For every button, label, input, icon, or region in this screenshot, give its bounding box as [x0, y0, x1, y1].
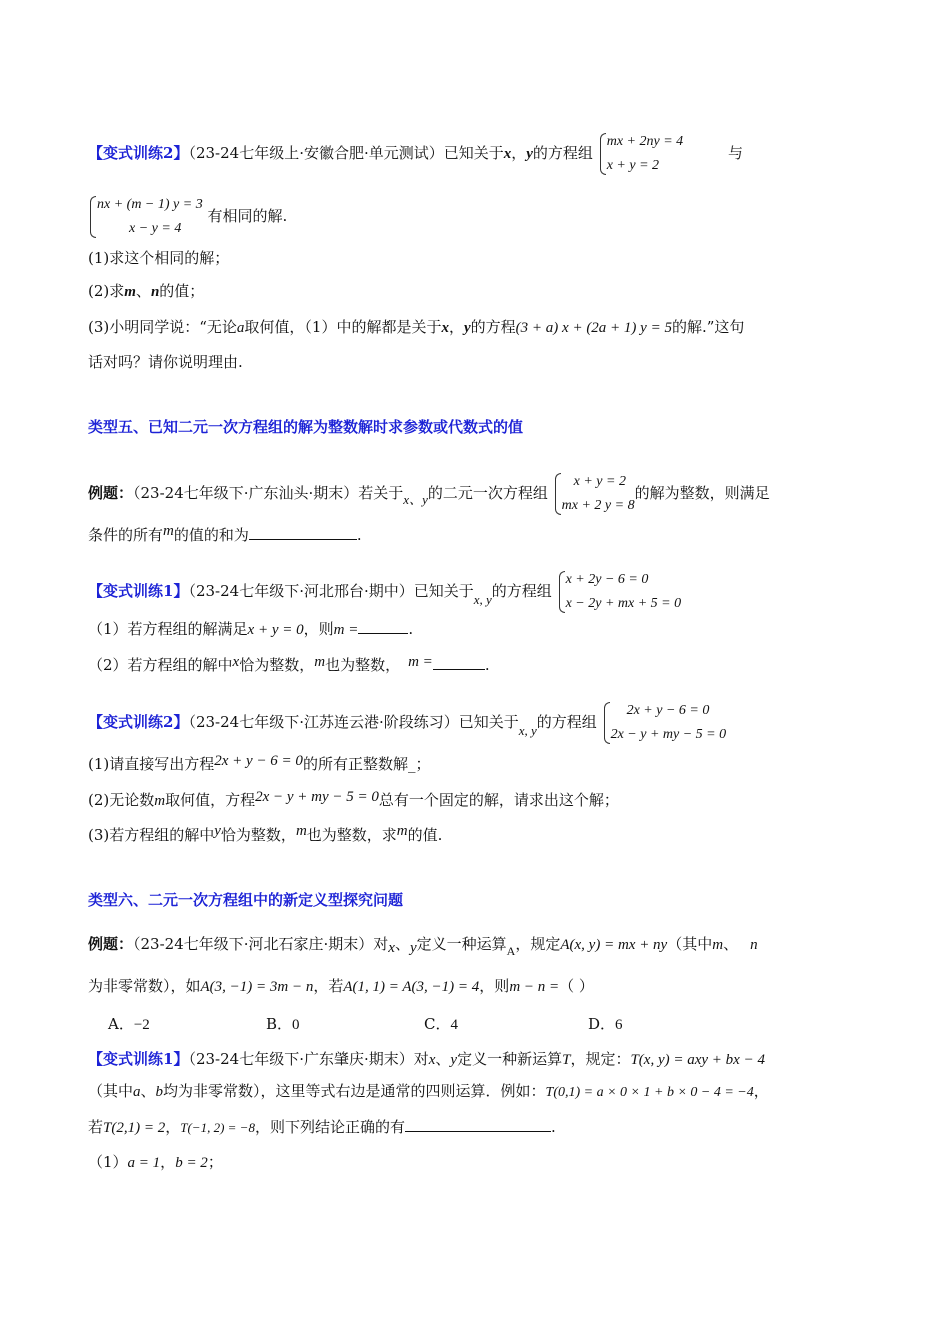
var-m: m — [314, 654, 326, 670]
t: ， — [448, 318, 464, 336]
t: (3)若方程组的解中 — [88, 826, 215, 844]
choice-value: −2 — [133, 1017, 150, 1033]
var-m: m — [712, 937, 724, 953]
t51-label: 【变式训练1】 — [88, 582, 189, 600]
t: 的值； — [159, 282, 205, 300]
t: 、 — [135, 282, 151, 300]
var-x: x — [428, 1052, 436, 1068]
t61-line3 — [88, 1115, 862, 1139]
t: （其中 — [88, 1082, 134, 1100]
t: . — [484, 656, 490, 674]
choice-value: 0 — [292, 1017, 300, 1033]
t: 的值. — [407, 826, 443, 844]
s1-intro: （23-24七年级上·安徽合肥·单元测试）已知关于 — [188, 144, 504, 162]
eq: x + y = 2 — [606, 158, 660, 173]
t52-q2 — [88, 786, 862, 812]
s1-q1: (1)求这个相同的解； — [88, 249, 230, 267]
t: 定义一种运算 — [416, 935, 507, 953]
sep: ， — [511, 144, 527, 162]
t: 、 — [435, 1050, 451, 1068]
var-m: m — [163, 523, 174, 539]
t: 的方程组 — [491, 582, 552, 600]
choice-b[interactable] — [266, 1013, 424, 1036]
vars: x, y — [518, 723, 537, 738]
t: 、 — [394, 935, 410, 953]
answer-blank[interactable] — [358, 617, 408, 634]
choice-value: 6 — [615, 1017, 623, 1033]
equation-system-ex5 — [553, 470, 635, 518]
var-y: y — [450, 1052, 458, 1068]
choice-key: C． — [424, 1015, 451, 1033]
equation: x + y = 0 — [247, 622, 304, 638]
t: ，则 — [479, 977, 510, 995]
t: （1） — [88, 1153, 128, 1171]
t: 也为整数，求 — [306, 826, 397, 844]
var-x: x — [388, 940, 395, 956]
t: 总有一个固定的解，请求出这个解； — [378, 791, 619, 809]
t: （23-24七年级下·河北石家庄·期末）对 — [133, 935, 389, 953]
var-y: y — [463, 320, 471, 336]
equation: T(−1, 2) = −8 — [180, 1120, 255, 1135]
t: 的二元一次方程组 — [427, 484, 548, 502]
var-x: x — [232, 654, 240, 670]
t: 的解为整数，则满足 — [634, 484, 770, 502]
op-t: T — [562, 1052, 571, 1068]
t: 为非零常数），如 — [88, 977, 201, 995]
t: ，规定： — [570, 1050, 631, 1068]
equation: b = 2 — [175, 1155, 208, 1171]
t: (1)请直接写出方程 — [88, 755, 215, 773]
choice-a[interactable] — [108, 1013, 266, 1036]
t: （23-24七年级下·河北邢台·期中）已知关于 — [188, 582, 474, 600]
s1-line1 — [88, 130, 862, 178]
t: 若 — [88, 1118, 104, 1136]
answer-blank[interactable] — [433, 653, 485, 670]
var-n: n — [150, 284, 160, 300]
t: （2）若方程组的解中 — [88, 656, 233, 674]
eq: x − 2y + mx + 5 = 0 — [565, 596, 682, 611]
equation-system-b — [88, 193, 203, 241]
t: m = — [333, 622, 359, 638]
var-y: y — [409, 940, 417, 956]
t: (2)无论数 — [88, 791, 155, 809]
t: ， — [165, 1118, 181, 1136]
section-heading-6: 类型六、二元一次方程组中的新定义型探究问题 — [88, 891, 404, 909]
t: . — [408, 620, 414, 638]
var-a: a — [133, 1084, 141, 1100]
ex6-choices — [108, 1013, 862, 1036]
eq: 2x + y − 6 = 0 — [626, 703, 710, 718]
choice-key: B． — [266, 1015, 293, 1033]
var-y: y — [526, 146, 533, 162]
var-m: m — [396, 823, 408, 839]
t: 取何值，（1）中的解都是关于 — [244, 318, 442, 336]
s1-mid: 的方程组 — [532, 144, 593, 162]
var-m: m — [295, 823, 307, 839]
equation-system-t51 — [557, 568, 682, 616]
t: (3)小明同学说：“无论 — [88, 318, 237, 336]
var-m: m — [124, 284, 136, 300]
s1-line2 — [88, 193, 862, 241]
t: 取何值，方程 — [165, 791, 256, 809]
t: 也为整数， — [325, 656, 401, 674]
t: （其中 — [667, 935, 713, 953]
t: （23-24七年级下·广东肇庆·期末）对 — [188, 1050, 429, 1068]
answer-blank[interactable] — [249, 523, 357, 540]
t: 、 — [140, 1082, 156, 1100]
vars: x, y — [473, 592, 492, 607]
t: 恰为整数， — [239, 656, 315, 674]
var-x: x — [441, 320, 449, 336]
rule: T(x, y) = axy + bx − 4 — [630, 1052, 765, 1068]
t: 均为非零常数），这里等式右边是通常的四则运算．例如： — [163, 1082, 546, 1100]
equation: T(2,1) = 2 — [103, 1120, 166, 1136]
equation: (3 + a) x + (2a + 1) y = 5 — [515, 320, 672, 336]
t: ，则 — [303, 620, 334, 638]
t52-q1 — [88, 750, 862, 775]
var-n: n — [750, 937, 758, 953]
t52-label: 【变式训练2】 — [88, 713, 189, 731]
t: ， — [753, 1082, 769, 1100]
ex6-label: 例题： — [88, 935, 134, 953]
t: ； — [207, 1153, 223, 1171]
vars: x、y — [403, 492, 428, 507]
t: 定义一种新运算 — [457, 1050, 563, 1068]
t: 的解.”这句 — [671, 318, 745, 336]
t52-line1 — [88, 699, 862, 747]
ex5-line2 — [88, 520, 862, 546]
equation: 2x − y + my − 5 = 0 — [255, 789, 379, 805]
t: ，若 — [313, 977, 344, 995]
var-a: a — [236, 320, 245, 336]
eq: nx + (m − 1) y = 3 — [97, 197, 203, 212]
eq: x + y = 2 — [573, 474, 626, 489]
op-a: A — [506, 944, 516, 958]
equation: T(0,1) = a × 0 × 1 + b × 0 − 4 = −4 — [545, 1085, 754, 1100]
choice-key: D． — [588, 1015, 616, 1033]
ex5-line1 — [88, 470, 862, 518]
t: 恰为整数， — [220, 826, 296, 844]
t51-line1 — [88, 568, 862, 616]
t52-q3 — [88, 820, 862, 846]
section-heading-5: 类型五、已知二元一次方程组的解为整数解时求参数或代数式的值 — [88, 418, 524, 436]
t: 的方程 — [470, 318, 516, 336]
equation: A(1, 1) = A(3, −1) = 4 — [343, 979, 480, 995]
eq: 2x − y + my − 5 = 0 — [610, 727, 727, 742]
equation-system-t52 — [602, 699, 727, 747]
t61-line1 — [88, 1048, 862, 1071]
t: 的值的和为 — [173, 526, 249, 544]
ex5-label: 例题： — [88, 484, 134, 502]
t: ， — [160, 1153, 176, 1171]
t: (2)求 — [88, 282, 125, 300]
ex6-line1 — [88, 933, 862, 962]
t61-q1 — [88, 1151, 862, 1174]
equation: a = 1 — [127, 1155, 161, 1171]
t: （23-24七年级下·广东汕头·期末）若关于 — [133, 484, 404, 502]
t: 的所有正整数解_； — [302, 755, 431, 773]
t: m − n = — [509, 979, 560, 995]
s1-tail: 有相同的解. — [207, 207, 288, 225]
t51-q1 — [88, 617, 862, 641]
t: m = — [408, 654, 433, 670]
choice-key: A． — [108, 1015, 134, 1033]
equation: A(3, −1) = 3m − n — [200, 979, 314, 995]
eq: mx + 2 y = 8 — [561, 498, 635, 513]
t: 条件的所有 — [88, 526, 164, 544]
choice-c[interactable] — [424, 1013, 588, 1036]
t: （23-24七年级下·江苏连云港·阶段练习）已知关于 — [188, 713, 519, 731]
var-x: x — [503, 146, 512, 162]
t: 、 — [723, 935, 739, 953]
equation-system-a — [598, 130, 683, 178]
var-m: m — [154, 793, 166, 809]
answer-blank[interactable] — [405, 1115, 551, 1132]
t: 的方程组 — [536, 713, 597, 731]
t: （1）若方程组的解满足 — [88, 620, 248, 638]
choice-value: 4 — [450, 1017, 458, 1033]
s1-label: 【变式训练2】 — [88, 144, 189, 162]
eq: x − y = 4 — [129, 221, 182, 236]
t: （ ） — [559, 977, 594, 995]
eq: x + 2y − 6 = 0 — [565, 572, 649, 587]
ex6-line2 — [88, 975, 862, 998]
t61-label: 【变式训练1】 — [88, 1050, 189, 1068]
t: . — [356, 526, 362, 544]
s1-q2 — [88, 280, 862, 303]
t: . — [550, 1118, 556, 1136]
equation: 2x + y − 6 = 0 — [214, 753, 303, 769]
t51-q2 — [88, 651, 862, 676]
choice-d[interactable] — [588, 1013, 746, 1036]
t61-line2 — [88, 1080, 862, 1104]
var-y: y — [214, 823, 221, 839]
rule: A(x, y) = mx + ny — [560, 937, 668, 953]
eq: mx + 2ny = 4 — [606, 134, 684, 149]
t: ，则下列结论正确的有 — [254, 1118, 405, 1136]
var-b: b — [155, 1084, 164, 1100]
t: ，规定 — [515, 935, 561, 953]
s1-q3-cont: 话对吗？请你说明理由. — [88, 353, 243, 371]
s1-q3 — [88, 316, 862, 339]
s1-yu: 与 — [727, 144, 743, 162]
